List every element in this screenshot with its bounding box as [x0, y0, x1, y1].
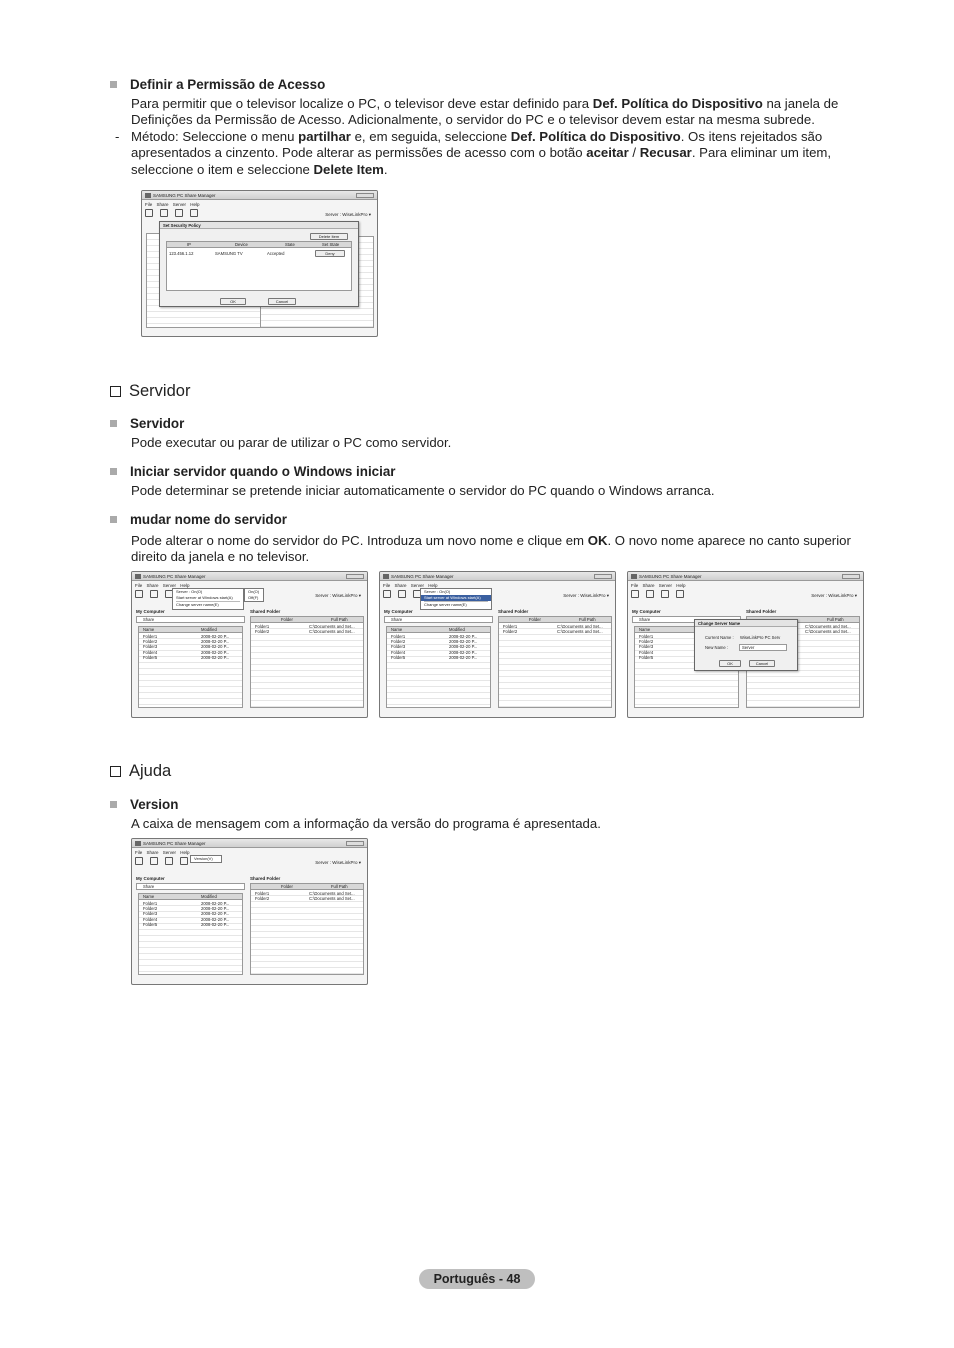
cancel-button[interactable]: Cancel — [749, 660, 775, 667]
security-policy-dialog: Set Security Policy Delete Item IP Device State Set State 123.456.1.12 SAMSUNG TV Accepted Deny OK Cancel — [159, 221, 359, 307]
sync-icon — [190, 209, 198, 217]
delete-item-button[interactable]: Delete Item — [310, 233, 348, 240]
tool-icon — [135, 590, 143, 598]
screenshot-help-version: SAMSUNG PC Share Manager File Share Server Help Server : WiseLinkPro ▾ My Computer Share Name Modified Folder1 Folder2 Folder3 Folder4 Folder5 2008-02-20 P... 2008-02-20 P... 2008-02-20 P... 2008-02-20 P... 2008-02-20 P... Shared Folder Folder Full Path Folder1 Folder2 C:\Documents and Set... C:\Documents and Set... Version(V) — [131, 838, 368, 985]
app-icon — [135, 574, 141, 579]
screenshot-start-windows: SAMSUNG PC Share Manager File Share Server Help Server : WiseLinkPro ▾ My Computer Share Name Modified Folder1 Folder2 Folder3 Folder4 Folder5 2008-02-20 P... 2008-02-20 P... 2008-02-20 P... 2008-02-20 P... 2008-02-20 P... Shared Folder Folder Full Path Folder1 Folder2 C:\Documents and Set... C:\Documents and Set... Server : On(O) Start server at Windows start(A) Change server name(E) — [379, 571, 616, 718]
ok-button[interactable]: OK — [220, 298, 246, 305]
section-title: Ajuda — [129, 762, 172, 780]
tool-icon — [160, 209, 168, 217]
sync-icon — [180, 857, 188, 865]
tool-icon — [631, 590, 639, 598]
drive-select[interactable]: Share — [136, 616, 245, 623]
policy-state: Accepted — [267, 251, 285, 256]
drive-select[interactable]: Share — [136, 883, 245, 890]
refresh-icon — [661, 590, 669, 598]
bullet-icon — [110, 81, 117, 88]
new-name-input[interactable]: Server — [739, 644, 787, 651]
window-controls-icon — [842, 574, 860, 579]
tool-icon — [398, 590, 406, 598]
policy-table: IP Device State Set State 123.456.1.12 SAMSUNG TV Accepted Deny — [166, 241, 352, 291]
onoff-submenu[interactable]: On(O) Off(F) — [244, 588, 264, 602]
server-menu[interactable]: Server : On(O) Start server at Windows start(A) Change server name(E) — [172, 588, 244, 610]
ok-button[interactable]: OK — [719, 660, 741, 667]
shared-folder-list: Folder Full Path Folder1 Folder2 C:\Documents and Set... C:\Documents and Set... — [498, 616, 612, 708]
screenshot-server-onoff: SAMSUNG PC Share Manager File Share Server Help Server : WiseLinkPro ▾ My Computer Share Name Modified Folder1 Folder2 Folder3 Folder4 Folder5 2008-02-20 P... 2008-02-20 P... 2008-02-20 P... 2008-02-20 P... 2008-02-20 P... Shared Folder Folder Full Path Folder1 Folder2 C:\Documents and Set... C:\Documents and Set... Server : On(O) Start server at Windows start(A) Change server name(E) On(O) Off(F) — [131, 571, 368, 718]
deny-button[interactable]: Deny — [315, 250, 345, 257]
bullet-icon — [110, 468, 117, 475]
access-heading: Definir a Permissão de Acesso — [130, 77, 326, 92]
app-icon — [631, 574, 637, 579]
tool-icon — [150, 590, 158, 598]
window-controls-icon — [594, 574, 612, 579]
policy-ip: 123.456.1.12 — [169, 251, 194, 256]
access-method: - Método: Seleccione o menu partilhar e, em seguida, seleccione Def. Política do Dispositivo. Os itens rejeitados são apresentados a cinzento. Pode alterar as permissões de acesso com o botão aceitar / Recusar. Para eliminar um item, seleccione o item e seleccione Delete Item. — [115, 128, 832, 177]
window-controls-icon — [346, 841, 364, 846]
access-paragraph: Para permitir que o televisor localize o PC, o televisor deve estar definido para Def. Política do Dispositivo na janela de Definições da Permissão de Acesso. Adicionalmente, o servidor do PC e o televisor devem estar na mesma subrede. — [131, 95, 839, 127]
bullet-icon — [110, 420, 117, 427]
section-ajuda — [110, 762, 171, 781]
folder-list: Name Folder1 Folder2 Folder3 Folder4 Folder5 — [634, 626, 739, 708]
refresh-icon — [165, 857, 173, 865]
start-with-windows-item: Iniciar servidor quando o Windows iniciar Pode determinar se pretende iniciar automaticamente o servidor do PC quando o Windows arranca. — [110, 464, 870, 499]
cancel-button[interactable]: Cancel — [268, 298, 296, 305]
drive-select[interactable]: Share — [384, 616, 493, 623]
access-permission-block — [110, 77, 870, 178]
toolbar — [145, 209, 205, 219]
app-icon — [135, 841, 141, 846]
help-menu[interactable]: Version(V) — [190, 855, 222, 863]
tool-icon — [145, 209, 153, 217]
folder-list: Name Modified Folder1 Folder2 Folder3 Folder4 Folder5 2008-02-20 P... 2008-02-20 P... 2008-02-20 P... 2008-02-20 P... 2008-02-20 P... — [386, 626, 491, 708]
shared-folder-list: Full Path C:\Documents and Set... C:\Documents and Set... — [746, 616, 860, 708]
app-icon — [145, 193, 151, 198]
drive-select[interactable]: Share — [632, 616, 741, 623]
checkbox-square-icon — [110, 386, 121, 397]
toolbar — [135, 857, 195, 867]
rename-server-item: mudar nome do servidor Pode alterar o nome do servidor do PC. Introduza um novo nome e clique em OK. O novo nome aparece no canto superior direito da janela e no televisor. — [110, 512, 870, 566]
bullet-icon — [110, 801, 117, 808]
tool-icon — [646, 590, 654, 598]
window-controls-icon — [356, 193, 374, 198]
shared-folder-list: Folder Full Path Folder1 Folder2 C:\Documents and Set... C:\Documents and Set... — [250, 616, 364, 708]
app-icon — [383, 574, 389, 579]
section-title: Servidor — [129, 382, 191, 400]
checkbox-square-icon — [110, 766, 121, 777]
section-servidor — [110, 382, 190, 401]
tool-icon — [383, 590, 391, 598]
refresh-icon — [175, 209, 183, 217]
shared-folder-list: Folder Full Path Folder1 Folder2 C:\Documents and Set... C:\Documents and Set... — [250, 883, 364, 975]
current-name-value: WiseLinkPro PC Serv — [740, 635, 781, 640]
page-footer: Português - 48 — [419, 1269, 535, 1289]
folder-list: Name Modified Folder1 Folder2 Folder3 Folder4 Folder5 2008-02-20 P... 2008-02-20 P... 2008-02-20 P... 2008-02-20 P... 2008-02-20 P... — [138, 626, 243, 708]
toolbar — [631, 590, 691, 600]
window-controls-icon — [346, 574, 364, 579]
folder-list: Name Modified Folder1 Folder2 Folder3 Folder4 Folder5 2008-02-20 P... 2008-02-20 P... 2008-02-20 P... 2008-02-20 P... 2008-02-20 P... — [138, 893, 243, 975]
tool-icon — [150, 857, 158, 865]
version-item: Version A caixa de mensagem com a informação da versão do programa é apresentada. — [110, 797, 870, 832]
servidor-item: Servidor Pode executar ou parar de utilizar o PC como servidor. — [110, 416, 870, 451]
bullet-icon — [110, 516, 117, 523]
tool-icon — [135, 857, 143, 865]
policy-device: SAMSUNG TV — [215, 251, 243, 256]
change-server-name-dialog: Change Server Name Current Name : WiseLinkPro PC Serv New Name : Server OK Cancel — [694, 619, 798, 671]
screenshot-security-policy: SAMSUNG PC Share Manager File Share Server Help Server : WiseLinkPro ▾ Set Security Policy Delete Item IP Device State Set State 123.456.1.12 SAMSUNG TV Accepted Deny OK Cancel — [141, 190, 378, 337]
server-menu[interactable]: Server : On(O) Start server at Windows start(A) Change server name(E) — [420, 588, 492, 610]
sync-icon — [676, 590, 684, 598]
screenshot-change-server-name: SAMSUNG PC Share Manager File Share Server Help Server : WiseLinkPro ▾ My Computer Share Name Folder1 Folder2 Folder3 Folder4 Folder5 Shared Folder Full Path C:\Documents and Set... C:\Documents and Set... Change Server Name Current Name : WiseLinkPro PC Serv New Name : Server OK Cancel — [627, 571, 864, 718]
